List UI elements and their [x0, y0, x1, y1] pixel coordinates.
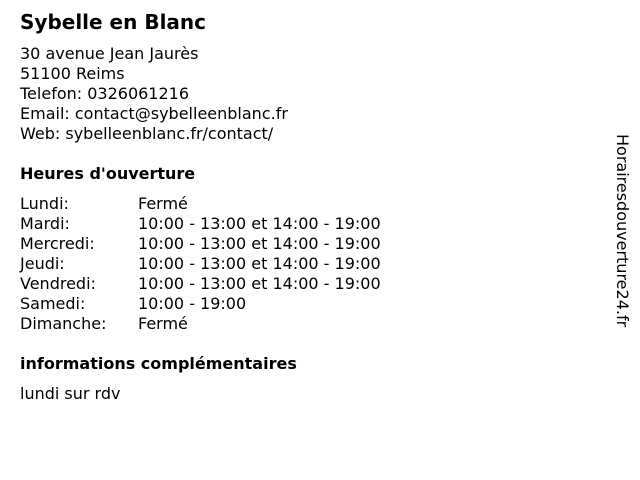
day-hours: 10:00 - 13:00 et 14:00 - 19:00: [138, 274, 381, 293]
hours-row-thursday: [20, 254, 381, 274]
day-label: Lundi:: [20, 194, 69, 213]
hours-row-friday: [20, 274, 381, 294]
day-hours: 10:00 - 13:00 et 14:00 - 19:00: [138, 234, 381, 253]
day-hours: 10:00 - 19:00: [138, 294, 247, 313]
day-hours: 10:00 - 13:00 et 14:00 - 19:00: [138, 214, 381, 233]
day-hours: 10:00 - 13:00 et 14:00 - 19:00: [138, 254, 381, 273]
day-label: Mardi:: [20, 214, 70, 233]
address-street: 30 avenue Jean Jaurès: [20, 44, 199, 63]
address-city: 51100 Reims: [20, 64, 125, 83]
hours-table: [20, 194, 381, 334]
contact-block: [20, 44, 288, 144]
email-text: Email: contact@sybelleenblanc.fr: [20, 104, 288, 123]
info-text: lundi sur rdv: [20, 384, 121, 403]
hours-heading: Heures d'ouverture: [20, 164, 196, 183]
day-label: Vendredi:: [20, 274, 96, 293]
phone-text: Telefon: 0326061216: [20, 84, 190, 103]
business-name: Sybelle en Blanc: [20, 10, 207, 34]
hours-row-sunday: [20, 314, 381, 334]
info-heading: informations complémentaires: [20, 354, 297, 373]
day-label: Mercredi:: [20, 234, 95, 253]
hours-row-saturday: [20, 294, 381, 314]
day-hours: Fermé: [138, 314, 188, 333]
watermark-text: Horairesdouverture24.fr: [613, 134, 632, 328]
day-hours: Fermé: [138, 194, 188, 213]
hours-row-wednesday: [20, 234, 381, 254]
hours-row-tuesday: [20, 214, 381, 234]
day-label: Dimanche:: [20, 314, 107, 333]
day-label: Jeudi:: [20, 254, 65, 273]
hours-row-monday: [20, 194, 381, 214]
web-text: Web: sybelleenblanc.fr/contact/: [20, 124, 274, 143]
day-label: Samedi:: [20, 294, 86, 313]
